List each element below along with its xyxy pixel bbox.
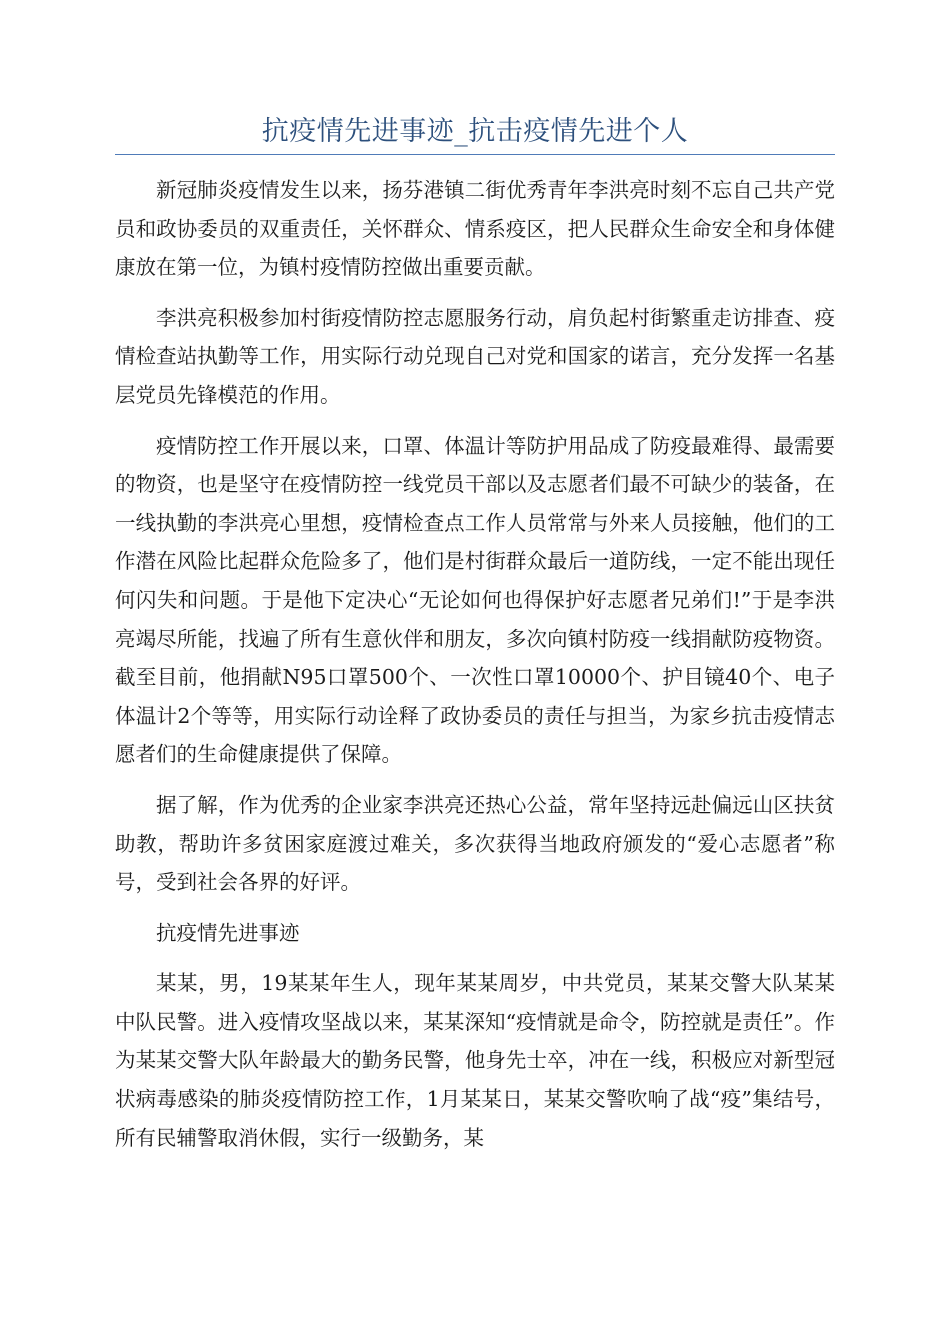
document-body	[115, 171, 835, 1169]
paragraph-4: 据了解，作为优秀的企业家李洪亮还热心公益，常年坚持远赴偏远山区扶贫助教，帮助许多贫困家庭渡过难关，多次获得当地政府颁发的“爱心志愿者”称号，受到社会各界的好评。	[115, 792, 835, 895]
document-title: 抗疫情先进事迹_抗击疫情先进个人	[261, 116, 689, 147]
section-heading: 抗疫情先进事迹	[156, 920, 300, 945]
title-underline	[115, 154, 835, 155]
paragraph-2: 李洪亮积极参加村街疫情防控志愿服务行动，肩负起村街繁重走访排查、疫情检查站执勤等工作，用实际行动兑现自己对党和国家的诺言，充分发挥一名基层党员先锋模范的作用。	[115, 305, 835, 407]
paragraph-3: 疫情防控工作开展以来，口罩、体温计等防护用品成了防疫最难得、最需要的物资，也是坚守在疫情防控一线党员干部以及志愿者们最不可缺少的装备，在一线执勤的李洪亮心里想，疫情检查点工作人员常常与外来人员接触，他们的工作潜在风险比起群众危险多了，他们是村街群众最后一道防线，一定不能出现任何闪失和问题。于是他下定决心“无论如何也得保护好志愿者兄弟们!”于是李洪亮竭尽所能，找遍了所有生意伙伴和朋友，多次向镇村防疫一线捐献防疫物资。截至目前，他捐献N95口罩500个、一次性口罩10000个、护目镜40个、电子体温计2个等等，用实际行动诠释了政协委员的责任与担当，为家乡抗击疫情志愿者们的生命健康提供了保障。	[115, 433, 835, 767]
paragraph-1: 新冠肺炎疫情发生以来，扬芬港镇二街优秀青年李洪亮时刻不忘自己共产党员和政协委员的双重责任，关怀群众、情系疫区，把人民群众生命安全和身体健康放在第一位，为镇村疫情防控做出重要贡献。	[115, 178, 835, 280]
paragraph-5: 某某，男，19某某年生人，现年某某周岁，中共党员，某某交警大队某某中队民警。进入疫情攻坚战以来，某某深知“疫情就是命令，防控就是责任”。作为某某交警大队年龄最大的勤务民警，他身先士卒，冲在一线，积极应对新型冠状病毒感染的肺炎疫情防控工作，1月某某日，某某交警吹响了战“疫”集结号，所有民辅警取消休假，实行一级勤务，某	[115, 971, 835, 1150]
